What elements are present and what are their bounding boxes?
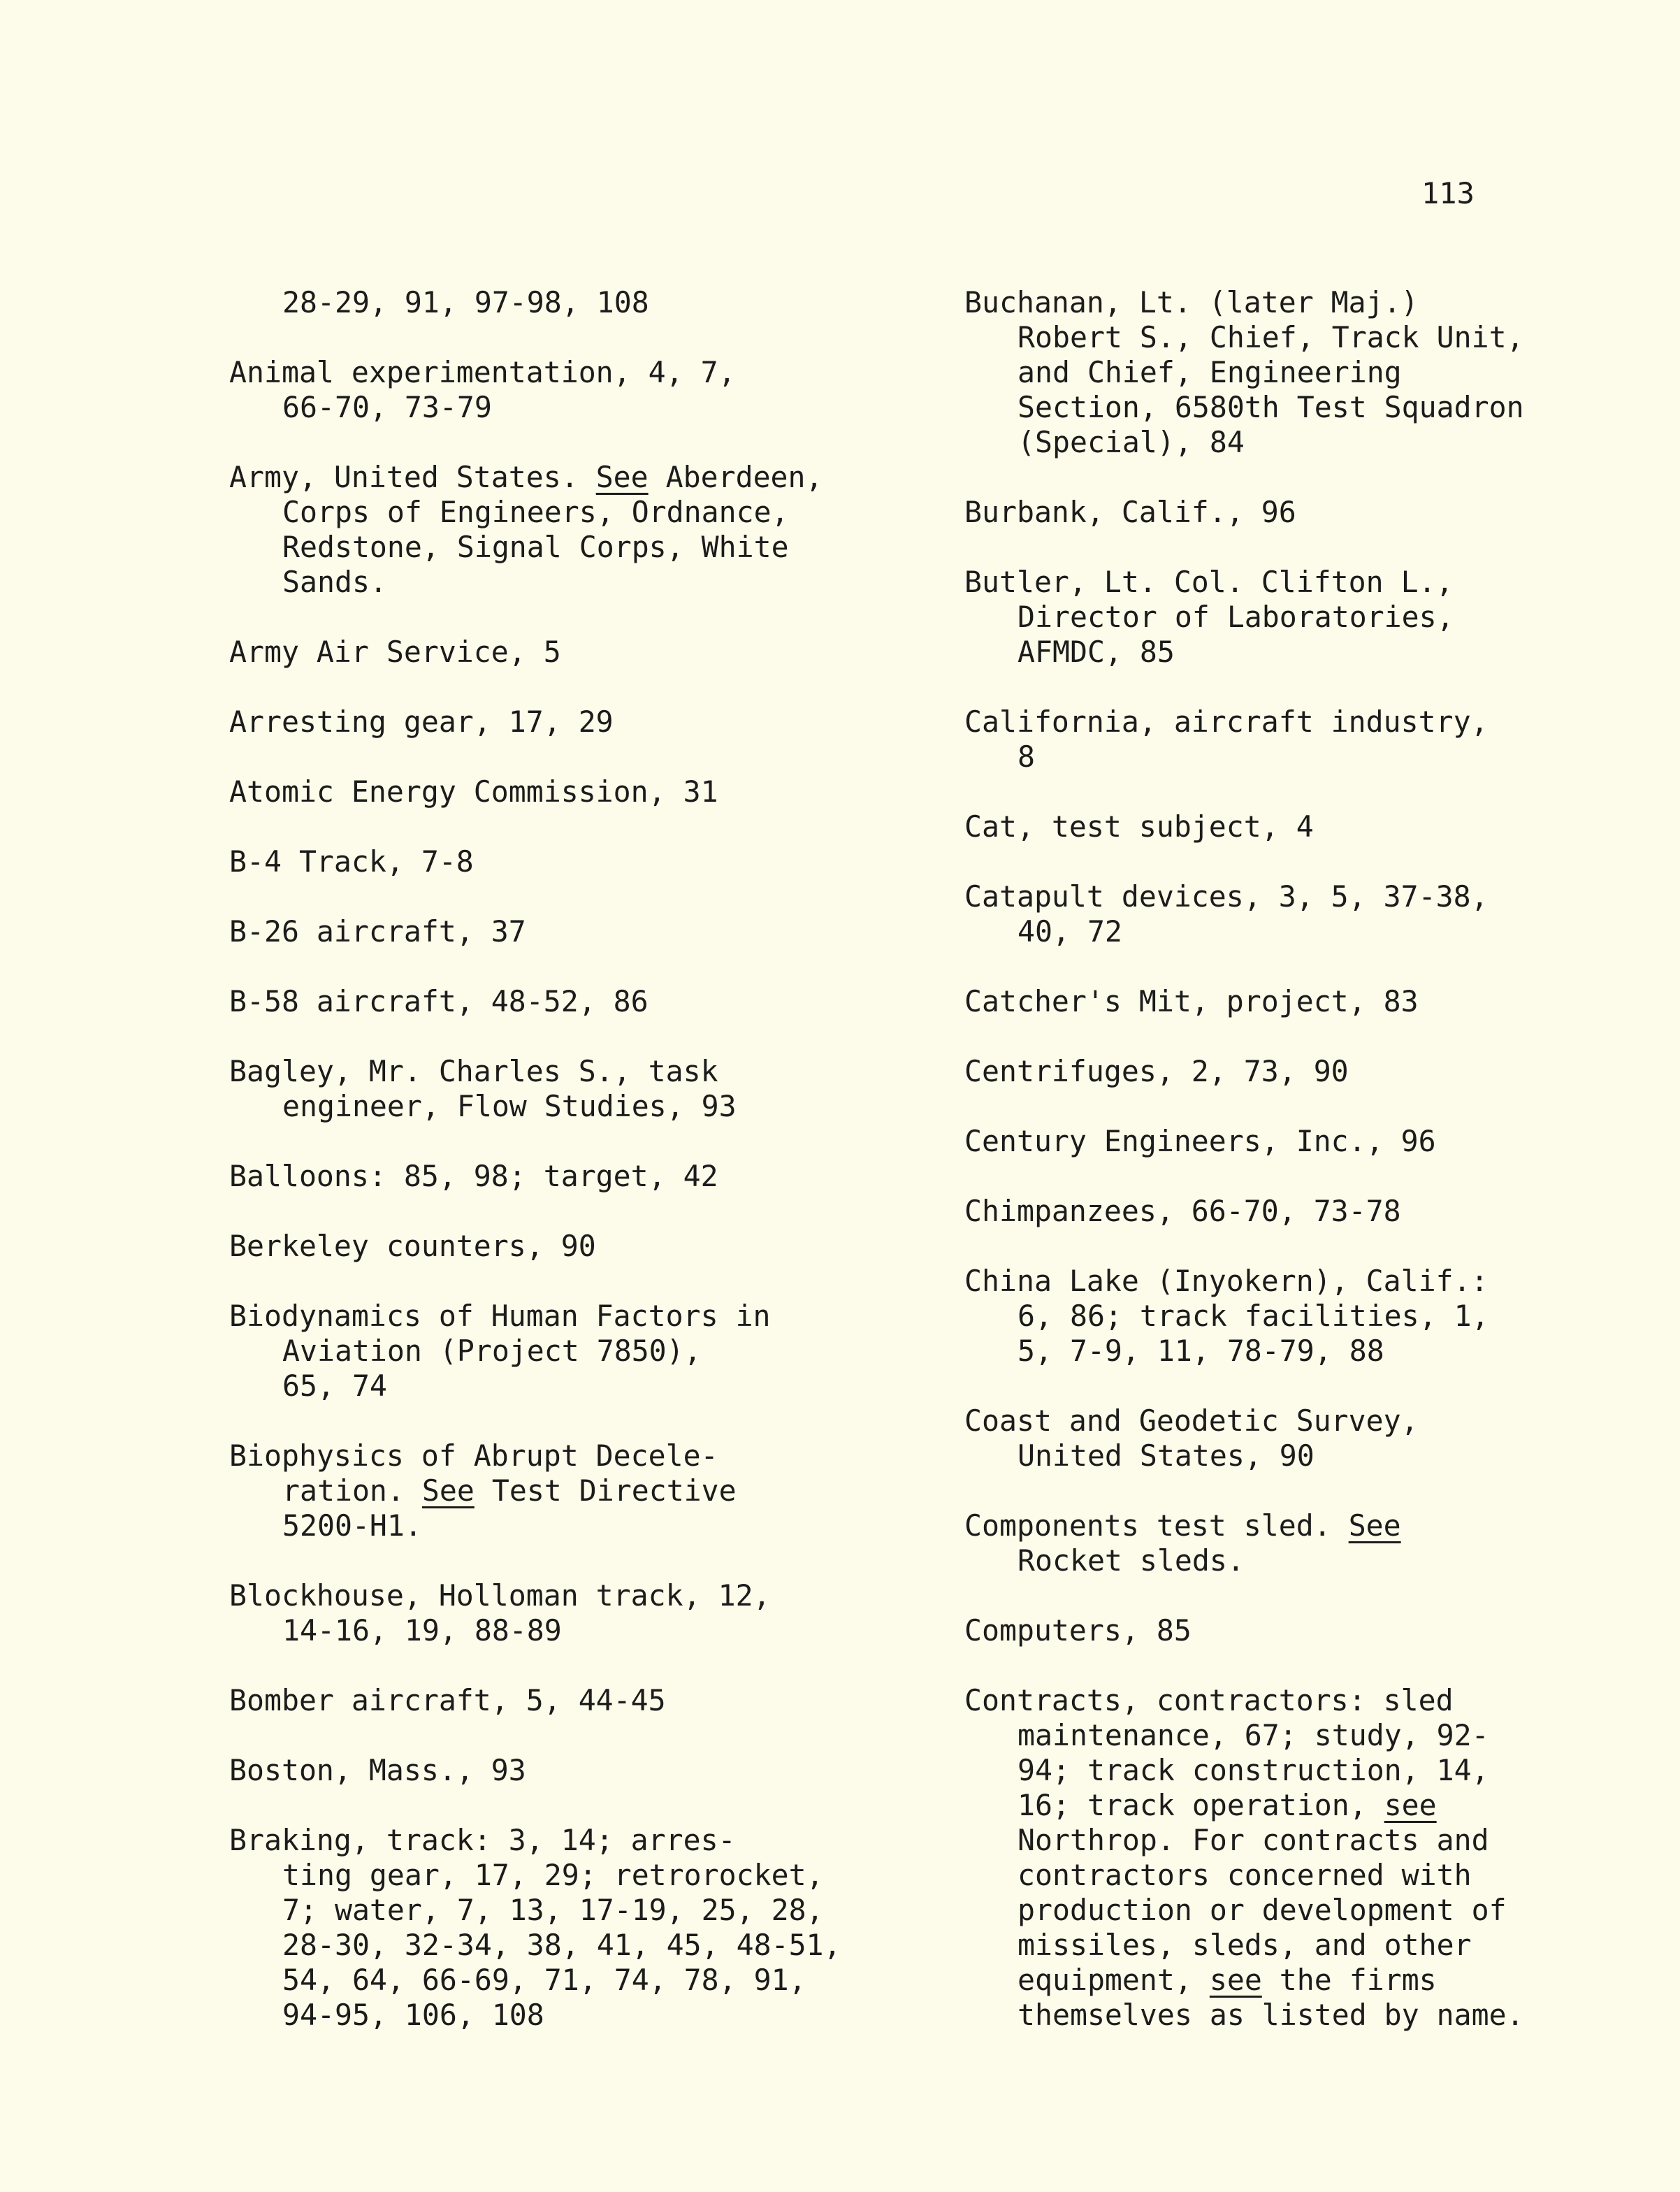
entry-text: B-26 aircraft, 37	[229, 914, 526, 949]
entry-text: Century Engineers, Inc., 96	[964, 1124, 1436, 1158]
entry-text: Biodynamics of Human Factors in Aviation (Project 7850), 65, 74	[229, 1299, 771, 1403]
entry-text: Balloons: 85, 98; target, 42	[229, 1159, 718, 1193]
index-entry	[964, 984, 1593, 1019]
entry-text: Catapult devices, 3, 5, 37-38, 40, 72	[964, 879, 1489, 949]
see-reference: see	[1384, 1788, 1437, 1822]
index-column-right	[964, 285, 1593, 2068]
entry-text: Bagley, Mr. Charles S., task engineer, Flow Studies, 93	[229, 1054, 737, 1123]
entry-text: the firms themselves as listed by name.	[1018, 1963, 1524, 2032]
index-entry	[964, 1508, 1593, 1578]
entry-text: Test Directive 5200-H1.	[282, 1473, 737, 1543]
entry-text: Atomic Energy Commission, 31	[229, 774, 718, 809]
index-entry	[229, 460, 956, 600]
index-entry	[964, 285, 1593, 460]
entry-text: Army Air Service, 5	[229, 635, 561, 669]
see-reference: See	[1348, 1508, 1401, 1543]
index-entry	[964, 705, 1593, 774]
entry-text: B-4 Track, 7-8	[229, 844, 474, 879]
entry-text: Boston, Mass., 93	[229, 1753, 526, 1787]
entry-text: Coast and Geodetic Survey, United States, 90	[964, 1404, 1419, 1473]
entry-text: Biophysics of Abrupt Decele- ration.	[229, 1438, 718, 1508]
entry-text: Aberdeen, Corps of Engineers, Ordnance, Redstone, Signal Corps, White Sands.	[282, 460, 823, 599]
index-entry	[964, 809, 1593, 844]
index-entry	[229, 285, 956, 320]
entry-text: Components test sled.	[964, 1508, 1349, 1543]
index-entry	[964, 565, 1593, 670]
index-entry	[229, 705, 956, 740]
entry-text: Rocket sleds.	[1018, 1543, 1245, 1578]
index-entry	[229, 844, 956, 879]
entry-text: Burbank, Calif., 96	[964, 495, 1296, 529]
index-entry	[964, 1264, 1593, 1369]
entry-text: Centrifuges, 2, 73, 90	[964, 1054, 1349, 1088]
entry-text: Braking, track: 3, 14; arres- ting gear, 17, 29; retrorocket, 7; water, 7, 13, 17-19, 25, 28, 28-30, 32-34, 38, 41, 45, 48-51, 54, 64, 66-69, 71, 74, 78, 91, 94-95, 106, 108	[229, 1823, 841, 2032]
index-entry	[229, 1438, 956, 1543]
index-entry	[229, 1299, 956, 1404]
entry-text: B-58 aircraft, 48-52, 86	[229, 984, 649, 1018]
entry-text: 28-29, 91, 97-98, 108	[282, 285, 649, 319]
index-entry	[964, 495, 1593, 530]
index-entry	[964, 1613, 1593, 1648]
entry-text: Chimpanzees, 66-70, 73-78	[964, 1194, 1401, 1228]
entry-text: Northrop. For contracts and contractors concerned with production or development of missiles, sleds, and other equipment,	[1018, 1823, 1507, 1997]
index-entry	[229, 1578, 956, 1648]
index-entry	[229, 1054, 956, 1124]
index-entry	[964, 1683, 1593, 2033]
entry-text: Bomber aircraft, 5, 44-45	[229, 1683, 666, 1717]
entry-text: Berkeley counters, 90	[229, 1229, 596, 1263]
entry-text: Blockhouse, Holloman track, 12, 14-16, 19, 88-89	[229, 1578, 771, 1647]
entry-text: California, aircraft industry, 8	[964, 705, 1489, 774]
index-entry	[229, 1753, 956, 1788]
index-column-left	[229, 285, 956, 2068]
index-entry	[964, 1124, 1593, 1159]
index-entry	[229, 1229, 956, 1264]
page-number: 113	[1421, 176, 1475, 210]
index-entry	[229, 984, 956, 1019]
index-entry	[229, 1683, 956, 1718]
see-reference: see	[1209, 1963, 1262, 1997]
index-entry	[229, 914, 956, 949]
entry-text: Computers, 85	[964, 1613, 1192, 1647]
see-reference: See	[595, 460, 649, 494]
see-reference: See	[421, 1473, 475, 1508]
index-entry	[964, 1054, 1593, 1089]
index-entry	[964, 879, 1593, 949]
index-entry	[229, 1823, 956, 2033]
entry-text: Cat, test subject, 4	[964, 809, 1314, 844]
entry-text: Butler, Lt. Col. Clifton L., Director of Laboratories, AFMDC, 85	[964, 565, 1454, 669]
entry-text: China Lake (Inyokern), Calif.: 6, 86; track facilities, 1, 5, 7-9, 11, 78-79, 88	[964, 1264, 1489, 1368]
index-entry	[964, 1404, 1593, 1473]
entry-text: Animal experimentation, 4, 7, 66-70, 73-79	[229, 355, 736, 424]
entry-text: Army, United States.	[229, 460, 596, 494]
entry-text: Buchanan, Lt. (later Maj.) Robert S., Chief, Track Unit, and Chief, Engineering Section, 6580th Test Squadron (Special), 84	[964, 285, 1524, 459]
index-entry	[229, 635, 956, 670]
index-entry	[229, 355, 956, 425]
index-entry	[229, 1159, 956, 1194]
index-entry	[964, 1194, 1593, 1229]
index-entry	[229, 774, 956, 809]
entry-text: Arresting gear, 17, 29	[229, 705, 614, 739]
entry-text: Contracts, contractors: sled maintenance, 67; study, 92- 94; track construction, 14, 16; track operation,	[964, 1683, 1489, 1822]
entry-text: Catcher's Mit, project, 83	[964, 984, 1419, 1018]
